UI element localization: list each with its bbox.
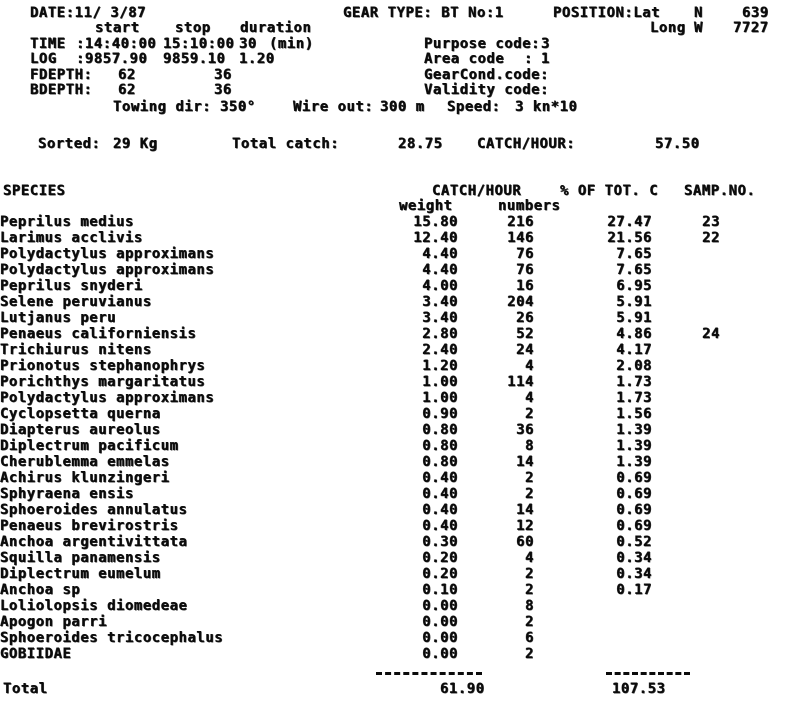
numbers-cell: 2 bbox=[525, 645, 534, 662]
samp-no-cell bbox=[652, 342, 720, 358]
total-label: Total bbox=[3, 681, 48, 697]
pct-cell: 7.65 bbox=[616, 245, 652, 262]
pct-cell: 1.39 bbox=[616, 453, 652, 470]
weight-cell: 12.40 bbox=[413, 229, 458, 246]
validity-code-label: Validity code: bbox=[424, 82, 550, 98]
numbers-cell: 146 bbox=[507, 229, 534, 246]
samp-no-cell: 24 bbox=[702, 325, 720, 342]
col-header-start: start bbox=[95, 20, 140, 36]
lat-hemisphere: N bbox=[694, 5, 703, 21]
weight-cell: 15.80 bbox=[413, 213, 458, 230]
samp-no-cell bbox=[652, 534, 720, 550]
species-row bbox=[0, 278, 720, 294]
total-pct-value: 107.53 bbox=[612, 681, 666, 697]
numbers-cell: 12 bbox=[516, 517, 534, 534]
pct-cell: 5.91 bbox=[616, 293, 652, 310]
weight-cell: 0.40 bbox=[422, 517, 458, 534]
log-start-value: :9857.90 bbox=[76, 51, 148, 67]
species-row bbox=[0, 358, 720, 374]
pct-cell: 0.69 bbox=[616, 485, 652, 502]
species-row bbox=[0, 470, 720, 486]
wire-out-label: Wire out: bbox=[293, 99, 374, 115]
numbers-cell: 2 bbox=[525, 485, 534, 502]
date-label: DATE: bbox=[30, 5, 75, 21]
samp-no-cell bbox=[652, 278, 720, 294]
species-table bbox=[0, 214, 720, 662]
fdepth-stop-value: 36 bbox=[214, 67, 232, 83]
species-name-cell: GOBIIDAE bbox=[0, 645, 72, 662]
species-row bbox=[0, 438, 720, 454]
weight-cell: 0.30 bbox=[422, 533, 458, 550]
species-name-cell: Polydactylus approximans bbox=[0, 261, 215, 278]
date-value: 11/ 3/87 bbox=[74, 5, 147, 21]
species-row bbox=[0, 390, 720, 406]
pct-cell bbox=[534, 630, 652, 646]
numbers-cell: 2 bbox=[525, 613, 534, 630]
bdepth-stop-value: 36 bbox=[214, 82, 232, 98]
col-header-duration: duration bbox=[240, 20, 312, 36]
samp-no-cell bbox=[652, 582, 720, 598]
species-name-cell: Achirus klunzingeri bbox=[0, 469, 170, 486]
samp-no-cell bbox=[652, 518, 720, 534]
species-name-cell: Peprilus medius bbox=[0, 213, 134, 230]
long-hemisphere: W bbox=[694, 20, 703, 36]
species-name-cell: Prionotus stephanophrys bbox=[0, 357, 206, 374]
numbers-cell: 14 bbox=[516, 501, 534, 518]
pct-cell: 0.69 bbox=[616, 469, 652, 486]
samp-no-cell bbox=[652, 374, 720, 390]
species-name-cell: Lutjanus peru bbox=[0, 309, 117, 326]
pct-cell bbox=[534, 614, 652, 630]
pct-cell bbox=[534, 646, 652, 662]
weight-cell: 1.20 bbox=[422, 357, 458, 374]
pct-cell: 0.34 bbox=[616, 565, 652, 582]
time-duration-value: 30 bbox=[239, 36, 257, 52]
numbers-cell: 204 bbox=[507, 293, 534, 310]
species-row bbox=[0, 550, 720, 566]
purpose-code-label: Purpose code: bbox=[424, 36, 541, 52]
weight-cell: 4.00 bbox=[422, 277, 458, 294]
weight-cell: 4.40 bbox=[422, 245, 458, 262]
pct-cell: 21.56 bbox=[607, 229, 652, 246]
samp-no-cell bbox=[652, 438, 720, 454]
samp-no-cell bbox=[652, 502, 720, 518]
speed-value: 3 kn*10 bbox=[515, 99, 578, 115]
weight-cell: 4.40 bbox=[422, 261, 458, 278]
samp-no-cell bbox=[652, 310, 720, 326]
species-row bbox=[0, 454, 720, 470]
samp-no-cell bbox=[652, 390, 720, 406]
species-row bbox=[0, 582, 720, 598]
col-header-species: SPECIES bbox=[3, 183, 66, 199]
numbers-cell: 2 bbox=[525, 469, 534, 486]
species-name-cell: Diplectrum eumelum bbox=[0, 565, 161, 582]
position-label: POSITION:Lat bbox=[553, 5, 661, 21]
numbers-cell: 4 bbox=[525, 389, 534, 406]
species-row bbox=[0, 342, 720, 358]
fdepth-start-value: 62 bbox=[118, 67, 136, 83]
pct-cell: 0.69 bbox=[616, 501, 652, 518]
speed-label: Speed: bbox=[447, 99, 501, 115]
numbers-cell: 8 bbox=[525, 437, 534, 454]
weight-cell: 0.80 bbox=[422, 437, 458, 454]
species-name-cell: Squilla panamensis bbox=[0, 549, 161, 566]
species-name-cell: Cherublemma emmelas bbox=[0, 453, 170, 470]
species-row bbox=[0, 534, 720, 550]
gear-type-field bbox=[343, 6, 504, 21]
species-row bbox=[0, 598, 720, 614]
species-row bbox=[0, 486, 720, 502]
species-name-cell: Larimus acclivis bbox=[0, 229, 143, 246]
samp-no-cell bbox=[652, 262, 720, 278]
samp-no-cell bbox=[652, 454, 720, 470]
gear-type-label: GEAR TYPE: bbox=[343, 5, 433, 21]
species-name-cell: Diplectrum pacificum bbox=[0, 437, 179, 454]
weight-cell: 1.00 bbox=[422, 389, 458, 406]
species-row bbox=[0, 310, 720, 326]
species-name-cell: Polydactylus approximans bbox=[0, 389, 215, 406]
col-subheader-numbers: numbers bbox=[498, 198, 561, 214]
species-row bbox=[0, 422, 720, 438]
log-stop-value: 9859.10 bbox=[163, 51, 226, 67]
wire-out-value: 300 m bbox=[380, 99, 425, 115]
weight-cell: 0.40 bbox=[422, 469, 458, 486]
lat-value: 639 bbox=[742, 5, 769, 21]
species-name-cell: Sphyraena ensis bbox=[0, 485, 134, 502]
species-name-cell: Penaeus brevirostris bbox=[0, 517, 179, 534]
pct-cell: 1.73 bbox=[616, 389, 652, 406]
samp-no-cell bbox=[652, 246, 720, 262]
col-header-samp-no: SAMP.NO. bbox=[684, 183, 756, 199]
numbers-cell: 14 bbox=[516, 453, 534, 470]
date-field bbox=[30, 6, 146, 21]
pct-cell: 1.39 bbox=[616, 421, 652, 438]
samp-no-cell bbox=[652, 550, 720, 566]
weight-cell: 3.40 bbox=[422, 293, 458, 310]
samp-no-cell bbox=[652, 358, 720, 374]
species-row bbox=[0, 630, 720, 646]
pct-cell: 1.39 bbox=[616, 437, 652, 454]
long-label: Long bbox=[650, 20, 686, 36]
samp-no-cell bbox=[652, 406, 720, 422]
pct-cell: 5.91 bbox=[616, 309, 652, 326]
numbers-cell: 76 bbox=[516, 261, 534, 278]
species-table-body bbox=[0, 214, 720, 662]
towing-dir-label: Towing dir: bbox=[113, 99, 212, 115]
towing-dir-value: 350° bbox=[220, 99, 256, 115]
log-duration-value: 1.20 bbox=[239, 51, 275, 67]
weight-cell: 0.40 bbox=[422, 485, 458, 502]
pct-cell: 0.69 bbox=[616, 517, 652, 534]
sorted-label: Sorted: bbox=[38, 136, 101, 152]
area-code-colon: : bbox=[524, 51, 533, 67]
samp-no-cell bbox=[652, 486, 720, 502]
samp-no-cell bbox=[652, 646, 720, 662]
weight-cell: 0.80 bbox=[422, 421, 458, 438]
species-row bbox=[0, 246, 720, 262]
species-name-cell: Diapterus aureolus bbox=[0, 421, 161, 438]
species-row bbox=[0, 374, 720, 390]
total-catch-value: 28.75 bbox=[398, 136, 443, 152]
weight-cell: 0.00 bbox=[422, 597, 458, 614]
time-start-value: :14:40:00 bbox=[76, 36, 157, 52]
weight-cell: 0.90 bbox=[422, 405, 458, 422]
pct-cell: 6.95 bbox=[616, 277, 652, 294]
total-pct-divider bbox=[606, 672, 690, 675]
pct-cell: 4.86 bbox=[616, 325, 652, 342]
numbers-cell: 60 bbox=[516, 533, 534, 550]
pct-cell bbox=[534, 598, 652, 614]
total-weight-divider bbox=[376, 672, 482, 675]
weight-cell: 2.40 bbox=[422, 341, 458, 358]
pct-cell: 27.47 bbox=[607, 213, 652, 230]
species-row bbox=[0, 262, 720, 278]
species-name-cell: Cyclopsetta querna bbox=[0, 405, 161, 422]
weight-cell: 0.10 bbox=[422, 581, 458, 598]
numbers-cell: 4 bbox=[525, 549, 534, 566]
numbers-cell: 6 bbox=[525, 629, 534, 646]
gearcond-code-label: GearCond.code: bbox=[424, 67, 550, 83]
weight-cell: 0.20 bbox=[422, 549, 458, 566]
numbers-cell: 16 bbox=[516, 277, 534, 294]
samp-no-cell bbox=[652, 630, 720, 646]
total-catch-label: Total catch: bbox=[232, 136, 340, 152]
weight-cell: 2.80 bbox=[422, 325, 458, 342]
catch-per-hour-value: 57.50 bbox=[655, 136, 700, 152]
pct-cell: 0.52 bbox=[616, 533, 652, 550]
species-row bbox=[0, 230, 720, 246]
species-name-cell: Apogon parri bbox=[0, 613, 108, 630]
species-row bbox=[0, 614, 720, 630]
numbers-cell: 4 bbox=[525, 357, 534, 374]
species-name-cell: Porichthys margaritatus bbox=[0, 373, 206, 390]
weight-cell: 0.20 bbox=[422, 565, 458, 582]
weight-cell: 1.00 bbox=[422, 373, 458, 390]
fdepth-label: FDEPTH: bbox=[30, 67, 93, 83]
purpose-code-value: 3 bbox=[541, 36, 550, 52]
bdepth-start-value: 62 bbox=[118, 82, 136, 98]
numbers-cell: 114 bbox=[507, 373, 534, 390]
numbers-cell: 8 bbox=[525, 597, 534, 614]
numbers-cell: 24 bbox=[516, 341, 534, 358]
pct-cell: 0.34 bbox=[616, 549, 652, 566]
catch-per-hour-label: CATCH/HOUR: bbox=[477, 136, 576, 152]
species-row bbox=[0, 646, 720, 662]
log-label: LOG bbox=[30, 51, 57, 67]
species-name-cell: Sphoeroides annulatus bbox=[0, 501, 188, 518]
pct-cell: 4.17 bbox=[616, 341, 652, 358]
species-row bbox=[0, 406, 720, 422]
weight-cell: 0.40 bbox=[422, 501, 458, 518]
bdepth-label: BDEPTH: bbox=[30, 82, 93, 98]
total-weight-value: 61.90 bbox=[440, 681, 485, 697]
species-row bbox=[0, 566, 720, 582]
numbers-cell: 2 bbox=[525, 405, 534, 422]
species-name-cell: Selene peruvianus bbox=[0, 293, 152, 310]
samp-no-cell bbox=[652, 422, 720, 438]
species-row bbox=[0, 214, 720, 230]
species-row bbox=[0, 518, 720, 534]
samp-no-cell bbox=[652, 566, 720, 582]
col-header-stop: stop bbox=[175, 20, 211, 36]
species-name-cell: Sphoeroides tricocephalus bbox=[0, 629, 224, 646]
numbers-cell: 26 bbox=[516, 309, 534, 326]
weight-cell: 0.80 bbox=[422, 453, 458, 470]
species-name-cell: Trichiurus nitens bbox=[0, 341, 152, 358]
samp-no-cell bbox=[652, 598, 720, 614]
samp-no-cell: 22 bbox=[702, 229, 720, 246]
pct-cell: 0.17 bbox=[616, 581, 652, 598]
numbers-cell: 2 bbox=[525, 581, 534, 598]
numbers-cell: 2 bbox=[525, 565, 534, 582]
area-code-label: Area code bbox=[424, 51, 505, 67]
samp-no-cell bbox=[652, 470, 720, 486]
weight-cell: 0.00 bbox=[422, 629, 458, 646]
species-name-cell: Loliolopsis diomedeae bbox=[0, 597, 188, 614]
species-row bbox=[0, 326, 720, 342]
col-subheader-weight: weight bbox=[399, 198, 453, 214]
samp-no-cell bbox=[652, 294, 720, 310]
species-name-cell: Peprilus snyderi bbox=[0, 277, 143, 294]
species-row bbox=[0, 294, 720, 310]
weight-cell: 3.40 bbox=[422, 309, 458, 326]
pct-cell: 1.73 bbox=[616, 373, 652, 390]
samp-no-cell: 23 bbox=[702, 213, 720, 230]
time-stop-value: 15:10:00 bbox=[163, 36, 235, 52]
species-name-cell: Anchoa sp bbox=[0, 581, 81, 598]
col-header-pct-tot: % OF TOT. C bbox=[560, 183, 659, 199]
col-header-catch-hour: CATCH/HOUR bbox=[432, 183, 522, 199]
area-code-value: 1 bbox=[541, 51, 550, 67]
numbers-cell: 52 bbox=[516, 325, 534, 342]
pct-cell: 7.65 bbox=[616, 261, 652, 278]
time-label: TIME bbox=[30, 36, 66, 52]
gear-type-value: BT No:1 bbox=[441, 5, 504, 21]
long-value: 7727 bbox=[733, 20, 769, 36]
species-name-cell: Polydactylus approximans bbox=[0, 245, 215, 262]
numbers-cell: 76 bbox=[516, 245, 534, 262]
species-row bbox=[0, 502, 720, 518]
species-name-cell: Anchoa argentivittata bbox=[0, 533, 188, 550]
time-unit: (min) bbox=[269, 36, 314, 52]
weight-cell: 0.00 bbox=[422, 613, 458, 630]
sorted-value: 29 Kg bbox=[113, 136, 158, 152]
numbers-cell: 36 bbox=[516, 421, 534, 438]
pct-cell: 1.56 bbox=[616, 405, 652, 422]
species-name-cell: Penaeus californiensis bbox=[0, 325, 197, 342]
pct-cell: 2.08 bbox=[616, 357, 652, 374]
numbers-cell: 216 bbox=[507, 213, 534, 230]
samp-no-cell bbox=[652, 614, 720, 630]
weight-cell: 0.00 bbox=[422, 645, 458, 662]
